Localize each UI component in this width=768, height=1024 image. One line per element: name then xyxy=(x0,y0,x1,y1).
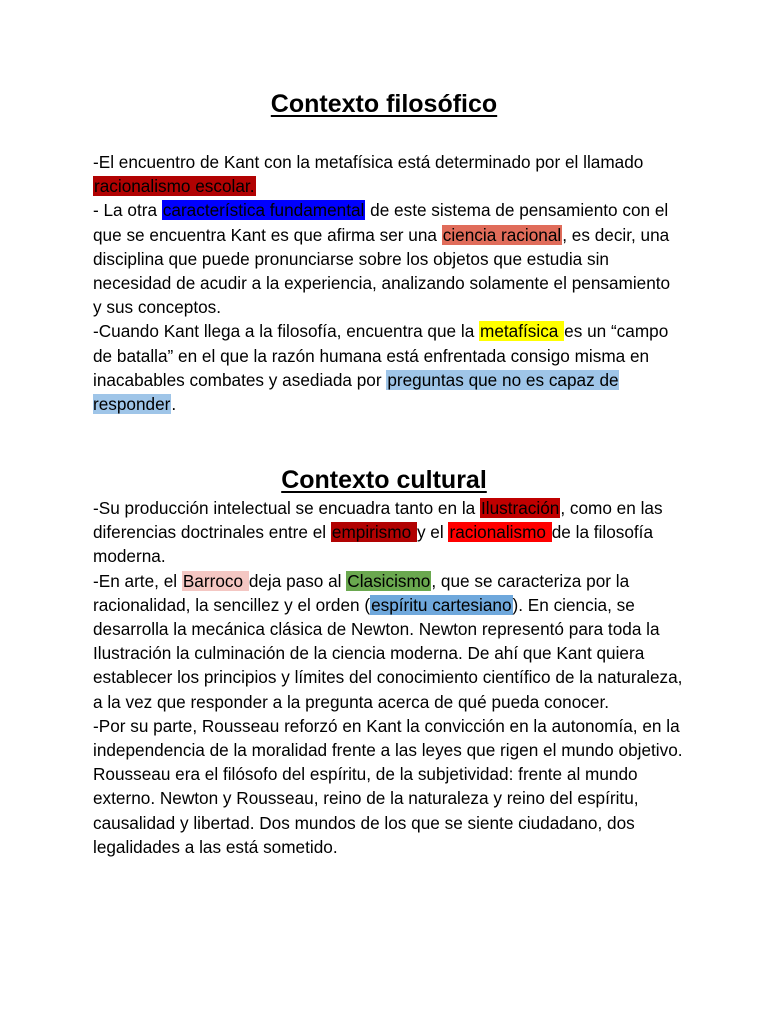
text: -En arte, el xyxy=(93,570,182,591)
paragraph xyxy=(93,150,683,198)
section-cultural-body xyxy=(93,496,683,859)
text: , es decir, una disciplina que puede pronunciarse sobre los objetos que estudia sin necesidad de acudir a la experiencia, analizando solamente el pensamiento y sus conceptos. xyxy=(93,224,671,318)
highlight-metafisica: metafísica xyxy=(480,321,564,342)
paragraph xyxy=(93,496,683,569)
text: - La otra xyxy=(93,200,162,221)
highlight-ciencia-racional: ciencia racional xyxy=(442,224,562,245)
highlight-espiritu-cartesiano: espíritu cartesiano xyxy=(371,594,512,615)
highlight-racionalismo: racionalismo xyxy=(449,522,551,543)
text: es un “campo de batalla” en el que la razón humana está enfrentada consigo misma en inacabables combates y asediada por xyxy=(93,321,669,390)
text: y el xyxy=(416,522,449,543)
highlight-caracteristica-fundamental: característica fundamental xyxy=(162,200,365,221)
text: ). En ciencia, se desarrolla la mecánica clásica de Newton. Newton representó para toda la Ilustración la culminación de la ciencia moderna. De ahí que Kant quiera establecer los principios y límites del conocimiento científico de la naturaleza, a la vez que responder a la pregunta acerca de qué pueda conocer. xyxy=(93,594,683,712)
paragraph xyxy=(93,319,683,416)
paragraph xyxy=(93,198,683,319)
highlight-clasicismo: Clasicismo xyxy=(347,570,431,591)
paragraph: -Por su parte, Rousseau reforzó en Kant la convicción en la autonomía, en la independencia de la moralidad frente a las leyes que rigen el mundo objetivo. Rousseau era el filósofo del espíritu, de la subjetividad: frente al mundo externo. Newton y Rousseau, reino de la naturaleza y reino del espíritu, causalidad y libertad. Dos mundos de los que se siente ciudadano, dos legalidades a las está sometido. xyxy=(93,715,683,857)
highlight-preguntas: preguntas que no es capaz de responder xyxy=(93,369,619,415)
text: de la filosofía moderna. xyxy=(93,522,654,567)
paragraph xyxy=(93,569,683,714)
text: de este sistema de pensamiento con el que se encuentra Kant es que afirma ser una xyxy=(93,200,669,245)
text: -Su producción intelectual se encuadra tanto en la xyxy=(93,498,480,518)
highlight-empirismo: empirismo xyxy=(331,522,416,543)
text: , como en las diferencias doctrinales entre el xyxy=(93,498,663,543)
text: -Cuando Kant llega a la filosofía, encuentra que la xyxy=(93,321,480,342)
text: -El encuentro de Kant con la metafísica está determinado por el llamado xyxy=(93,152,644,172)
text: deja paso al xyxy=(248,570,347,591)
text: , que se caracteriza por la racionalidad, la sencillez y el orden ( xyxy=(93,570,630,615)
section-philosophical-body xyxy=(93,150,683,416)
section-title-philosophical: Contexto filosófico xyxy=(270,90,498,118)
text: . xyxy=(171,394,177,415)
section-title-cultural: Contexto cultural xyxy=(281,466,487,494)
highlight-ilustracion: Ilustración xyxy=(480,498,560,518)
highlight-racionalismo-escolar: racionalismo escolar. xyxy=(94,176,255,197)
highlight-barroco: Barroco xyxy=(182,570,248,591)
